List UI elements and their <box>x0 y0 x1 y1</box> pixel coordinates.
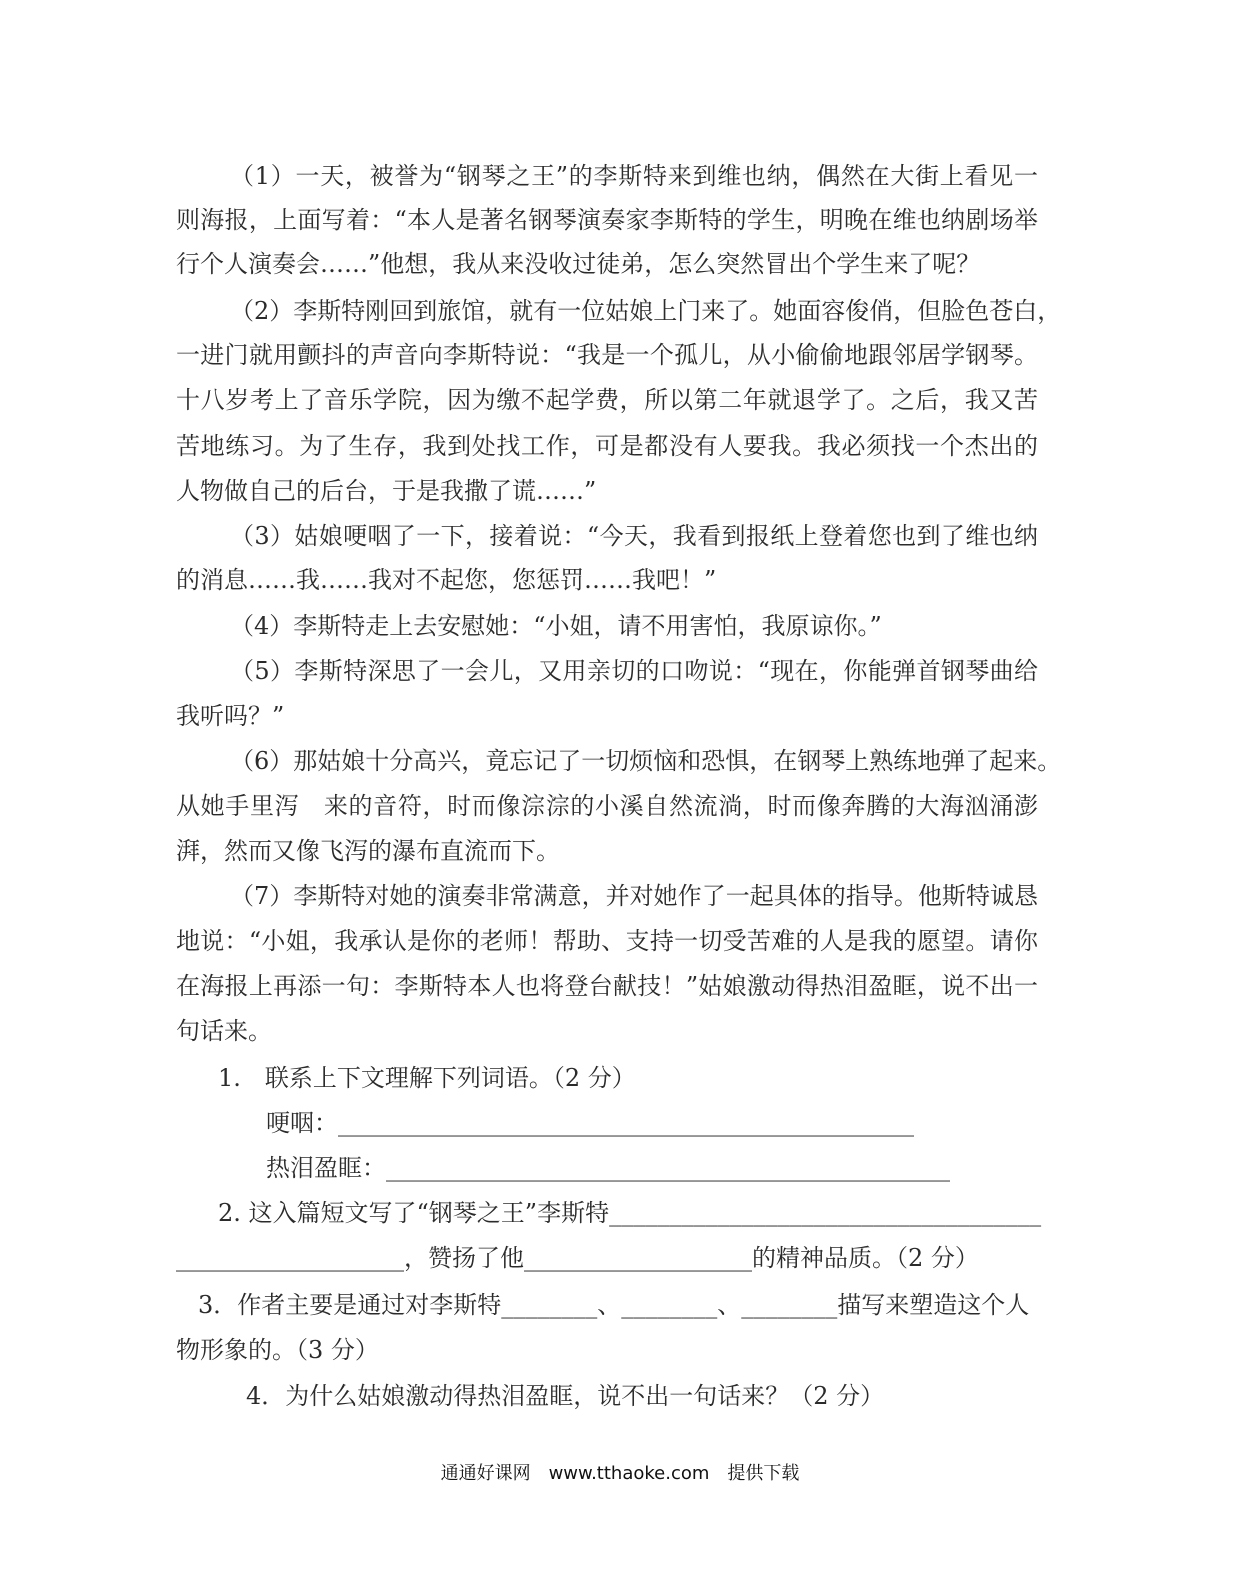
paragraph-3-line-2: 的消息……我……我对不起您，您惩罚……我吧！” <box>176 566 717 594</box>
question-3-line-1: 3．作者主要是通过对李斯特________、________、________描写来塑造这个人 <box>198 1291 1030 1319</box>
paragraph-1-line-2: 则海报，上面写着：“本人是著名钢琴演奏家李斯特的学生，明晚在维也纳剧场举 <box>176 206 1038 234</box>
paragraph-1-line-3: 行个人演奏会……”他想，我从来没收过徒弟，怎么突然冒出个学生来了呢？ <box>176 250 981 278</box>
paragraph-5-line-1: （5）李斯特深思了一会儿，又用亲切的口吻说：“现在，你能弹首钢琴曲给 <box>230 657 1038 685</box>
paragraph-2-line-4: 苦地练习。为了生存，我到处找工作，可是都没有人要我。我必须找一个杰出的 <box>176 432 1038 460</box>
question-4: 4．为什么姑娘激动得热泪盈眶，说不出一句话来？（2 分） <box>246 1382 885 1410</box>
paragraph-7-line-4: 句话来。 <box>176 1017 272 1045</box>
paragraph-2-line-5: 人物做自己的后台，于是我撒了谎……” <box>176 477 597 505</box>
footer-credit: 通通好课网 www.tthaoke.com 提供下载 <box>440 1463 800 1484</box>
question-1-term-b: 热泪盈眶：_______________________________________________ <box>266 1154 950 1182</box>
question-1: 1. 联系上下文理解下列词语。（2 分） <box>218 1064 636 1092</box>
paragraph-7-line-3: 在海报上再添一句：李斯特本人也将登台献技！”姑娘激动得热泪盈眶，说不出一 <box>176 972 1038 1000</box>
paragraph-6-line-1: （6）那姑娘十分高兴，竟忘记了一切烦恼和恐惧，在钢琴上熟练地弹了起来。 <box>230 747 1062 775</box>
paragraph-3-line-1: （3）姑娘哽咽了一下，接着说：“今天，我看到报纸上登着您也到了维也纳 <box>230 522 1038 550</box>
paragraph-6-line-2: 从她手里泻 来的音符，时而像淙淙的小溪自然流淌，时而像奔腾的大海汹涌澎 <box>176 792 1038 820</box>
paragraph-7-line-2: 地说：“小姐，我承认是你的老师！帮助、支持一切受苦难的人是我的愿望。请你 <box>176 927 1038 955</box>
paragraph-6-line-3: 湃，然而又像飞泻的瀑布直流而下。 <box>176 837 560 865</box>
paragraph-1-line-1: （1）一天，被誉为“钢琴之王”的李斯特来到维也纳，偶然在大街上看见一 <box>230 162 1038 190</box>
question-2-line-2: ___________________，赞扬了他___________________的精神品质。（2 分） <box>176 1244 979 1272</box>
paragraph-2-line-1: （2）李斯特刚回到旅馆，就有一位姑娘上门来了。她面容俊俏，但脸色苍白， <box>230 297 1062 325</box>
question-3-line-2: 物形象的。（3 分） <box>176 1336 379 1364</box>
question-2-line-1: 2. 这入篇短文写了“钢琴之王”李斯特____________________________________ <box>218 1199 1042 1227</box>
paragraph-7-line-1: （7）李斯特对她的演奏非常满意，并对她作了一起具体的指导。他斯特诚恳 <box>230 882 1038 910</box>
question-1-term-a: 哽咽：________________________________________________ <box>266 1109 914 1137</box>
paragraph-2-line-3: 十八岁考上了音乐学院，因为缴不起学费，所以第二年就退学了。之后，我又苦 <box>176 386 1038 414</box>
paragraph-5-line-2: 我听吗？” <box>176 702 285 730</box>
paragraph-2-line-2: 一进门就用颤抖的声音向李斯特说：“我是一个孤儿，从小偷偷地跟邻居学钢琴。 <box>176 341 1038 369</box>
paragraph-4-line-1: （4）李斯特走上去安慰她：“小姐，请不用害怕，我原谅你。” <box>230 612 882 640</box>
